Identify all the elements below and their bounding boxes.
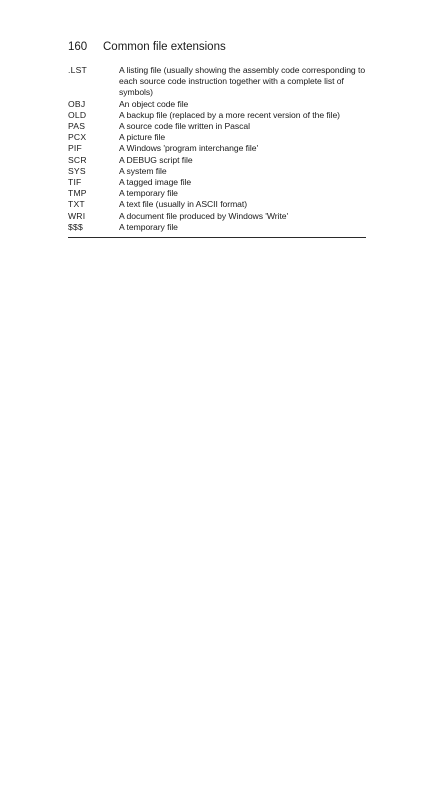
list-item: [68, 177, 366, 188]
extension-description: A backup file (replaced by a more recent version of the file): [119, 109, 340, 120]
section-title: Common file extensions: [103, 41, 226, 53]
extension-code: PIF: [68, 143, 82, 154]
page-header: [68, 40, 366, 54]
book-page: [68, 40, 366, 238]
extension-code: OLD: [68, 109, 87, 120]
extension-code: OBJ: [68, 98, 86, 109]
extension-description: A listing file (usually showing the assembly code corresponding to each source code instruction together with a complete list of symbols): [119, 65, 366, 98]
extension-description: A Windows 'program interchange file': [119, 143, 259, 154]
extension-code: $$$: [68, 221, 83, 232]
list-item: [68, 99, 366, 110]
list-item: [68, 222, 366, 233]
extension-description: A temporary file: [119, 188, 178, 199]
extension-description: An object code file: [119, 98, 189, 109]
extension-code: PCX: [68, 132, 87, 143]
list-item: [68, 188, 366, 199]
list-item: [68, 166, 366, 177]
list-item: [68, 143, 366, 154]
extension-description: A text file (usually in ASCII format): [119, 199, 248, 210]
page-number: 160: [68, 41, 88, 53]
extension-code: SCR: [68, 154, 87, 165]
list-item: [68, 211, 366, 222]
list-item: [68, 199, 366, 210]
extension-code: TIF: [68, 177, 82, 188]
extension-description: A DEBUG script file: [119, 154, 193, 165]
extension-description: A tagged image file: [119, 177, 192, 188]
extension-code: .LST: [68, 65, 87, 75]
extension-description: A source code file written in Pascal: [119, 121, 250, 132]
list-item: [68, 65, 366, 99]
list-item: [68, 110, 366, 121]
extension-code: SYS: [68, 165, 86, 176]
extension-code: WRI: [68, 210, 86, 221]
extension-code: TMP: [68, 188, 87, 199]
list-item: [68, 132, 366, 143]
extension-description: A picture file: [119, 132, 166, 143]
extension-description: A temporary file: [119, 221, 178, 232]
list-item: [68, 155, 366, 166]
extension-description: A document file produced by Windows 'Write': [119, 210, 289, 221]
extension-description: A system file: [119, 165, 167, 176]
closing-rule: [68, 237, 366, 238]
list-item: [68, 121, 366, 132]
extension-code: TXT: [68, 199, 85, 210]
extension-code: PAS: [68, 121, 86, 132]
extension-list: [68, 65, 366, 233]
